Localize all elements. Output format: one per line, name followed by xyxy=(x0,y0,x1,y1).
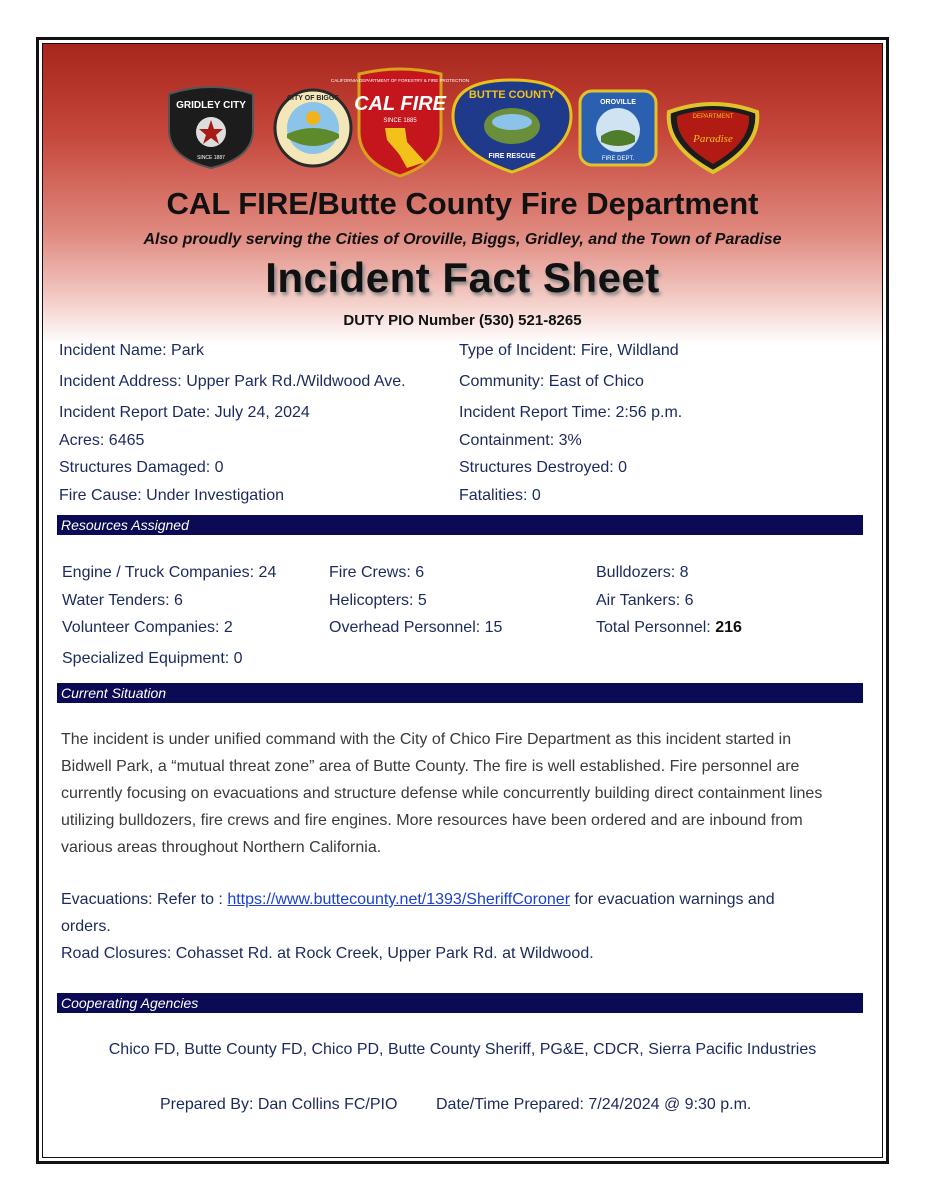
water-tenders: Water Tenders: 6 xyxy=(62,592,183,609)
svg-text:FIRE RESCUE: FIRE RESCUE xyxy=(488,153,536,160)
incident-report-time: Incident Report Time: 2:56 p.m. xyxy=(459,404,683,421)
containment: Containment: 3% xyxy=(459,432,582,449)
svg-text:FIRE DEPT.: FIRE DEPT. xyxy=(601,156,635,162)
oroville-fire-logo xyxy=(577,88,659,168)
bulldozers: Bulldozers: 8 xyxy=(596,564,689,581)
svg-text:Paradise: Paradise xyxy=(693,133,733,145)
evacuations-orders: orders. xyxy=(61,918,111,935)
department-title: CAL FIRE/Butte County Fire Department xyxy=(166,186,759,221)
air-tankers: Air Tankers: 6 xyxy=(596,592,694,609)
fatalities: Fatalities: 0 xyxy=(459,487,541,504)
situation-line: Bidwell Park, a “mutual threat zone” area of Butte County. The fire is well established. Fire personnel are xyxy=(61,758,800,775)
svg-text:DEPARTMENT: DEPARTMENT xyxy=(692,114,734,120)
fact-sheet xyxy=(42,43,883,1158)
incident-name: Incident Name: Park xyxy=(59,342,204,359)
volunteer-companies: Volunteer Companies: 2 xyxy=(62,619,233,636)
cal-fire-logo xyxy=(330,66,470,178)
evacuations-prefix: Evacuations: Refer to : xyxy=(61,891,228,908)
community: Community: East of Chico xyxy=(459,373,644,390)
fire-cause: Fire Cause: Under Investigation xyxy=(59,487,284,504)
evacuations-suffix: for evacuation warnings and xyxy=(570,891,775,908)
structures-damaged: Structures Damaged: 0 xyxy=(59,459,224,476)
cooperating-agencies-list: Chico FD, Butte County FD, Chico PD, Butte County Sheriff, PG&E, CDCR, Sierra Pacific Industries xyxy=(108,1041,817,1058)
helicopters: Helicopters: 5 xyxy=(329,592,427,609)
incident-type: Type of Incident: Fire, Wildland xyxy=(459,342,679,359)
total-personnel-value: 216 xyxy=(715,619,742,636)
butte-county-logo xyxy=(447,76,577,176)
sheet-title: Incident Fact Sheet xyxy=(265,254,660,301)
situation-line: various areas throughout Northern California. xyxy=(61,839,382,856)
svg-text:OROVILLE: OROVILLE xyxy=(600,99,636,106)
current-situation-heading: Current Situation xyxy=(57,683,863,703)
svg-text:GRIDLEY CITY: GRIDLEY CITY xyxy=(176,100,246,111)
agency-logos xyxy=(43,66,882,186)
incident-report-date: Incident Report Date: July 24, 2024 xyxy=(59,404,310,421)
svg-text:CITY OF BIGGS: CITY OF BIGGS xyxy=(287,95,339,102)
situation-line: The incident is under unified command with the City of Chico Fire Department as this incident started in xyxy=(61,731,792,748)
situation-line: currently focusing on evacuations and structure defense while concurrently building direct containment lines xyxy=(61,785,823,802)
date-time-prepared: Date/Time Prepared: 7/24/2024 @ 9:30 p.m. xyxy=(436,1096,752,1113)
svg-text:CAL FIRE: CAL FIRE xyxy=(354,93,446,115)
evacuations-link[interactable]: https://www.buttecounty.net/1393/SheriffCoroner xyxy=(227,891,571,908)
acres: Acres: 6465 xyxy=(59,432,145,449)
city-of-biggs-logo xyxy=(273,88,353,168)
total-personnel xyxy=(596,619,742,637)
cooperating-agencies-heading: Cooperating Agencies xyxy=(57,993,863,1013)
overhead-personnel: Overhead Personnel: 15 xyxy=(329,619,503,636)
incident-address: Incident Address: Upper Park Rd./Wildwood Ave. xyxy=(59,373,406,390)
road-closures: Road Closures: Cohasset Rd. at Rock Creek, Upper Park Rd. at Wildwood. xyxy=(61,945,594,962)
total-personnel-label: Total Personnel: xyxy=(596,619,711,636)
situation-line: utilizing bulldozers, fire crews and fire engines. More resources have been ordered and are inbound from xyxy=(61,812,803,829)
fire-crews: Fire Crews: 6 xyxy=(329,564,425,581)
situation-paragraph xyxy=(61,726,871,861)
gridley-city-logo xyxy=(163,84,259,170)
evacuations-line xyxy=(61,891,775,909)
resources-heading: Resources Assigned xyxy=(57,515,863,535)
svg-text:CALIFORNIA DEPARTMENT OF FORES: CALIFORNIA DEPARTMENT OF FORESTRY & FIRE PROTECTION xyxy=(330,78,470,83)
prepared-by: Prepared By: Dan Collins FC/PIO xyxy=(160,1096,398,1113)
structures-destroyed: Structures Destroyed: 0 xyxy=(459,459,628,476)
svg-text:SINCE 1887: SINCE 1887 xyxy=(197,155,225,161)
svg-text:BUTTE COUNTY: BUTTE COUNTY xyxy=(468,89,556,101)
specialized-equipment: Specialized Equipment: 0 xyxy=(62,650,243,667)
department-subtitle: Also proudly serving the Cities of Oroville, Biggs, Gridley, and the Town of Paradise xyxy=(143,231,782,248)
duty-pio-number: DUTY PIO Number (530) 521-8265 xyxy=(343,312,582,329)
svg-text:SINCE 1885: SINCE 1885 xyxy=(383,118,417,124)
engine-truck-companies: Engine / Truck Companies: 24 xyxy=(62,564,277,581)
paradise-fire-logo xyxy=(663,94,763,174)
